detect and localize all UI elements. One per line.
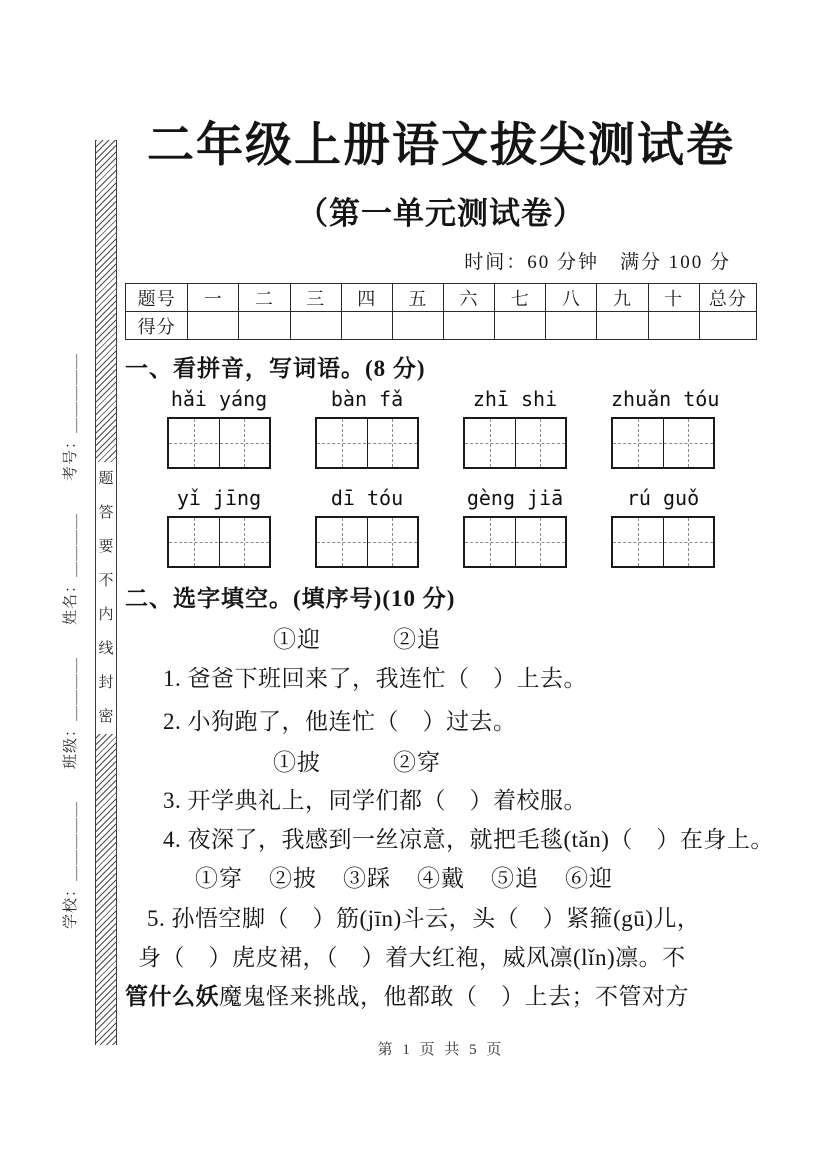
score-table-header-cell: 九 [597,284,648,312]
section2-heading: 二、选字填空。(填序号)(10 分) [125,586,456,611]
score-table-empty-cell [597,312,648,340]
student-info-fields: 学校：＿＿＿＿＿ 班级：＿＿＿＿ 姓名：＿＿＿＿ 考号：＿＿＿＿＿ [63,353,79,930]
tianzige-writing-box [167,516,271,568]
tianzige-cell [613,518,663,566]
tianzige-writing-box [611,417,715,469]
pinyin-label: zhuǎn tóu [611,387,720,411]
tianzige-writing-box [167,417,271,469]
score-table-header-cell: 总分 [699,284,756,312]
page-number-footer: 第 1 页 共 5 页 [377,1042,505,1058]
score-table-header-cell: 七 [495,284,546,312]
score-table-empty-cell [290,312,341,340]
section1-heading: 一、看拼音，写词语。(8 分) [125,356,426,381]
score-table-empty-cell [341,312,392,340]
tianzige-cell [219,518,270,566]
option-choice: ②披 [269,866,317,891]
score-table-header-cell: 十 [648,284,699,312]
option-choice: ①迎 [273,627,321,652]
score-table [125,283,757,340]
question-item-5-line-1: 5. 孙悟空脚（ ）筋(jīn)斗云，头（ ）紧箍(gū)儿， [147,906,701,931]
seal-char: 密 [96,700,116,734]
option-choice: ②穿 [393,750,441,775]
pinyin-label: dī tóu [330,486,404,510]
question-item-2: 2. 小狗跑了，他连忙（ ）过去。 [163,709,517,734]
tianzige-cell [465,419,515,467]
score-table-empty-cell [546,312,597,340]
tianzige-cell [367,419,418,467]
score-table-empty-cell [443,312,494,340]
tianzige-cell [663,419,714,467]
score-table-empty-cell [495,312,546,340]
page-title: 二年级上册语文拔尖测试卷 [147,120,735,172]
tianzige-cell [169,518,219,566]
tianzige-writing-box [463,417,567,469]
option-choice: ④戴 [417,866,465,891]
option-choice: ③踩 [343,866,391,891]
score-table-header-cell: 三 [290,284,341,312]
tianzige-cell [663,518,714,566]
option-choice: ①披 [273,750,321,775]
score-table-empty-cell [188,312,239,340]
question-item-5-line-3 [125,978,757,1011]
score-table-header-cell: 四 [341,284,392,312]
pinyin-row-2 [125,486,757,510]
option-choice: ⑥迎 [565,866,613,891]
exam-time-score-info: 时间：60 分钟 满分 100 分 [464,252,731,273]
pinyin-label: gèng jiā [466,486,564,510]
seal-char: 封 [96,666,116,700]
tianzige-writing-box [463,516,567,568]
tianzige-cell [219,419,270,467]
tianzige-cell [169,419,219,467]
option-choice: ①穿 [195,866,243,891]
tianzige-cell [367,518,418,566]
seal-char: 线 [96,632,116,666]
tianzige-writing-box [315,516,419,568]
option-choice: ②追 [393,627,441,652]
pinyin-label: yǐ jīng [176,486,262,510]
seal-line-text [96,462,116,734]
score-table-header-cell: 一 [188,284,239,312]
pinyin-label: hǎi yáng [170,387,268,411]
score-table-question-row [126,284,757,312]
question-item-3: 3. 开学典礼上，同学们都（ ）着校服。 [163,788,587,813]
tianzige-cell [613,419,663,467]
writing-box-row-2 [125,516,757,568]
question-item-5-rest-text: 魔鬼怪来挑战，他都敢（ ）上去；不管对方 [219,984,689,1009]
pinyin-row-1 [125,387,757,411]
option-choice: ⑤追 [491,866,539,891]
option-set-3 [125,860,827,893]
seal-char: 内 [96,598,116,632]
pinyin-label: zhī shi [472,387,558,411]
page-subtitle: （第一单元测试卷） [297,196,585,231]
tianzige-cell [515,419,566,467]
score-table-header-cell: 六 [443,284,494,312]
score-table-empty-cell [392,312,443,340]
question-item-1: 1. 爸爸下班回来了，我连忙（ ）上去。 [163,666,587,691]
question-item-4: 4. 夜深了，我感到一丝凉意，就把毛毯(tǎn)（ ）在身上。 [163,827,774,852]
tianzige-cell [317,518,367,566]
page-content [125,0,774,1169]
seal-hatch-bottom [96,734,116,1045]
score-table-header-cell: 八 [546,284,597,312]
score-table-header-label: 题号 [126,284,188,312]
option-set-1 [125,621,827,654]
question-item-5-line-2: 身（ ）虎皮裙，（ ）着大红袍，威风凛(lǐn)凛。不 [138,945,686,970]
score-table-header-cell: 二 [239,284,290,312]
question-item-5-bold-text: 管什么妖 [125,984,219,1009]
score-table-empty-cell [699,312,756,340]
score-table-score-row [126,312,757,340]
score-table-header-cell: 五 [392,284,443,312]
tianzige-cell [515,518,566,566]
score-table-empty-cell [239,312,290,340]
tianzige-writing-box [315,417,419,469]
seal-char: 要 [96,530,116,564]
score-table-score-label: 得分 [126,312,188,340]
score-table-empty-cell [648,312,699,340]
writing-box-row-1 [125,417,757,469]
option-set-2 [125,744,827,777]
tianzige-cell [317,419,367,467]
tianzige-cell [465,518,515,566]
seal-char: 答 [96,496,116,530]
seal-hatch-top [96,140,116,462]
seal-char: 不 [96,564,116,598]
seal-line-strip [95,140,117,1045]
pinyin-label: rú guǒ [626,486,700,510]
tianzige-writing-box [611,516,715,568]
pinyin-label: bàn fǎ [330,387,404,411]
seal-char: 题 [96,462,116,496]
